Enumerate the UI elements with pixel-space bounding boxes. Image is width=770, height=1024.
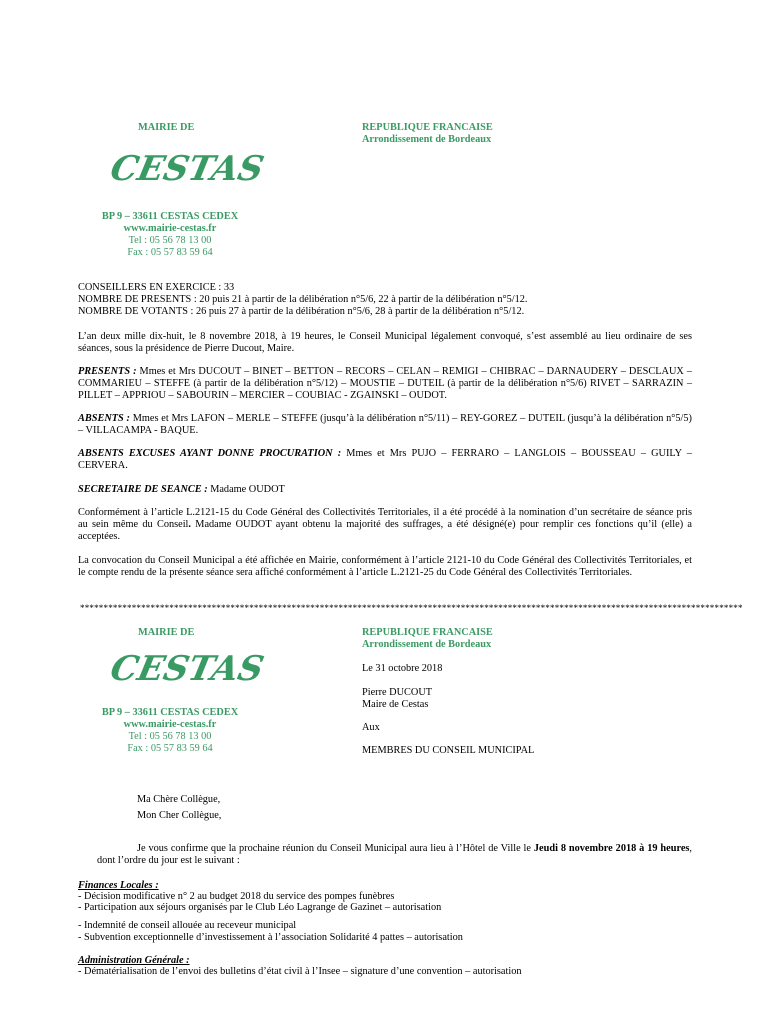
presents-text: Mmes et Mrs DUCOUT – BINET – BETTON – RECORS – CELAN – REMIGI – CHIBRAC – DARNAUDERY – DESCLAUX – COMMARIEU – STEFFE (à partir de la délibération n°5/12) – MOUSTIE – DUTEIL (à partir de la délibération n°5/6) RIVET – SARRAZIN – PILLET – APPRIOU – SABOURIN – MERCIER – COUBIAC - ZGAINSKI – OUDOT. <box>78 366 693 401</box>
agenda-administration-title: Administration Générale : <box>78 955 190 966</box>
header-tel: Tel : 05 56 78 13 00 <box>128 235 212 246</box>
convocation-paragraph: La convocation du Conseil Municipal a été affichée en Mairie, conformément à l’article 2121-10 du Code Général des Collectivités Territoriales, et le compte rendu de la présente séance sera affiché conformément à l’article L.2121-25 du Code Général des Collectivités Territoriales. <box>78 555 692 578</box>
presents-paragraph <box>78 366 692 402</box>
salutation-1: Ma Chère Collègue, <box>137 794 221 805</box>
recipient-members: MEMBRES DU CONSEIL MUNICIPAL <box>362 745 535 756</box>
agenda-item: - Décision modificative n° 2 au budget 2018 du service des pompes funèbres <box>78 891 395 902</box>
cestas-logo-2 <box>106 646 268 689</box>
letter-date: Le 31 octobre 2018 <box>362 663 443 674</box>
conformement-paragraph <box>78 507 692 543</box>
header2-tel: Tel : 05 56 78 13 00 <box>128 731 212 742</box>
nombre-presents: NOMBRE DE PRESENTS : 20 puis 21 à partir de la délibération n°5/6, 22 à partir de la délibération n°5/12. <box>78 294 528 305</box>
absents-text: Mmes et Mrs LAFON – MERLE – STEFFE (jusqu’à la délibération n°5/11) – REY-GOREZ – DUTEIL (jusqu’à la délibération n°5/5) – VILLACAMPA - BAQUE. <box>78 413 692 436</box>
conformement-part2: Madame OUDOT ayant obtenu la majorité des suffrages, a été désigné(e) pour remplir ces fonctions qu’il (elle) a acceptées. <box>78 519 692 542</box>
excuses-text: Mmes et Mrs PUJO – FERRARO – LANGLOIS – BOUSSEAU – GUILY – CERVERA. <box>78 448 692 471</box>
header2-mairie-de: MAIRIE DE <box>138 627 195 638</box>
header2-arrondissement: Arrondissement de Bordeaux <box>362 639 492 650</box>
conseillers-exercice: CONSEILLERS EN EXERCICE : 33 <box>78 282 235 293</box>
header-arrondissement: Arrondissement de Bordeaux <box>362 134 492 145</box>
header-website: www.mairie-cestas.fr <box>123 223 217 234</box>
nombre-votants: NOMBRE DE VOTANTS : 26 puis 27 à partir de la délibération n°5/6, 28 à partir de la délibération n°5/12. <box>78 306 525 317</box>
cestas-logo-2-text: CESTAS <box>106 649 268 689</box>
secretaire-paragraph <box>78 484 692 496</box>
header-mairie-de: MAIRIE DE <box>138 122 195 133</box>
secretaire-label: SECRETAIRE DE SEANCE : <box>78 484 208 495</box>
letter-body-start: Je vous confirme que la prochaine réunion du Conseil Municipal aura lieu à l’Hôtel de Ville le <box>137 843 534 854</box>
excuses-paragraph <box>78 448 692 472</box>
header-fax: Fax : 05 57 83 59 64 <box>127 247 213 258</box>
agenda-item: - Dématérialisation de l’envoi des bulletins d’état civil à l’Insee – signature d’une convention – autorisation <box>78 966 522 977</box>
header-republique: REPUBLIQUE FRANCAISE <box>362 122 493 133</box>
sender-name: Pierre DUCOUT <box>362 687 433 698</box>
letter-body-end: , dont l’ordre du jour est le suivant : <box>97 843 692 866</box>
sender-title: Maire de Cestas <box>362 699 429 710</box>
header2-website: www.mairie-cestas.fr <box>123 719 217 730</box>
cestas-logo <box>106 146 268 189</box>
absents-label: ABSENTS : <box>78 413 130 424</box>
header2-republique: REPUBLIQUE FRANCAISE <box>362 627 493 638</box>
agenda-finances-title: Finances Locales : <box>78 880 159 891</box>
secretaire-text: Madame OUDOT <box>207 484 285 495</box>
intro-paragraph: L’an deux mille dix-huit, le 8 novembre 2018, à 19 heures, le Conseil Municipal légalement convoqué, s’est assemblé au lieu ordinaire de ses séances, sous la présidence de Pierre Ducout, Maire. <box>78 331 692 354</box>
agenda-item: - Subvention exceptionnelle d’investissement à l’association Solidarité 4 pattes – autorisation <box>78 932 463 943</box>
agenda-item: - Participation aux séjours organisés par le Club Léo Lagrange de Gazinet – autorisation <box>78 902 442 913</box>
header-address: BP 9 – 33611 CESTAS CEDEX <box>101 211 239 222</box>
cestas-logo-text: CESTAS <box>106 149 268 189</box>
presents-label: PRESENTS : <box>78 366 137 377</box>
conformement-dot: . <box>188 519 191 530</box>
conformement-part1: Conformément à l’article L.2121-15 du Code Général des Collectivités Territoriales, il a été procédé à la nomination d’un secrétaire de séance pris au sein même du Conseil <box>78 507 692 530</box>
separator-stars: ********************************************************************************************************************************************* <box>80 603 743 613</box>
header2-fax: Fax : 05 57 83 59 64 <box>127 743 213 754</box>
letter-body-date: Jeudi 8 novembre 2018 à 19 heures <box>533 843 690 854</box>
header2-address: BP 9 – 33611 CESTAS CEDEX <box>101 707 239 718</box>
excuses-label: ABSENTS EXCUSES AYANT DONNE PROCURATION : <box>78 448 342 459</box>
absents-paragraph <box>78 413 692 437</box>
salutation-2: Mon Cher Collègue, <box>137 810 222 821</box>
recipient-aux: Aux <box>362 722 380 733</box>
agenda-item: - Indemnité de conseil allouée au receveur municipal <box>78 920 297 931</box>
letter-body <box>97 843 692 867</box>
